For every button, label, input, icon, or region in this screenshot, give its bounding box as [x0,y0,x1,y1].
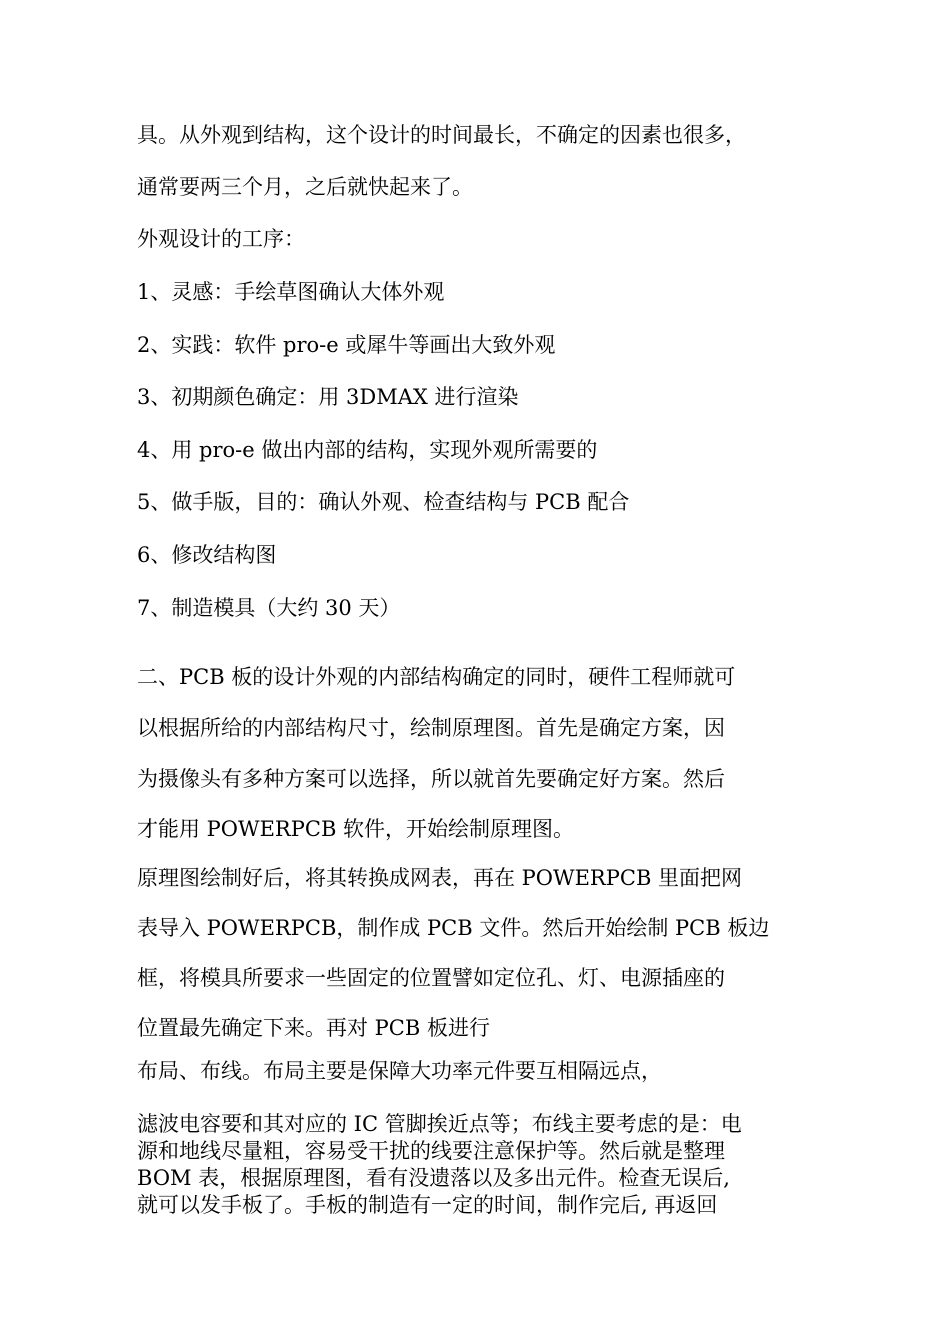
paragraph-line: 源和地线尽量粗，容易受干扰的线要注意保护等。然后就是整理 [137,1139,725,1163]
step-item: 3、初期颜色确定：用 3DMAX 进行渲染 [137,385,519,409]
paragraph-line: 为摄像头有多种方案可以选择，所以就首先要确定好方案。然后 [137,767,725,791]
paragraph-line: 位置最先确定下来。再对 PCB 板进行 [137,1016,490,1040]
paragraph-line: 以根据所给的内部结构尺寸，绘制原理图。首先是确定方案，因 [137,716,725,740]
paragraph-line: 表导入 POWERPCB，制作成 PCB 文件。然后开始绘制 PCB 板边 [137,916,770,940]
paragraph-line: 具。从外观到结构，这个设计的时间最长，不确定的因素也很多， [137,123,746,147]
step-item: 7、制造模具（大约 30 天） [137,596,401,620]
step-item: 2、实践：软件 pro-e 或犀牛等画出大致外观 [137,333,556,357]
paragraph-line: 才能用 POWERPCB 软件，开始绘制原理图。 [137,817,575,841]
paragraph-line: BOM 表，根据原理图，看有没遗落以及多出元件。检查无误后, [137,1166,730,1190]
paragraph-line: 布局、布线。布局主要是保障大功率元件要互相隔远点， [137,1059,662,1083]
step-item: 1、灵感：手绘草图确认大体外观 [137,280,445,304]
paragraph-line: 框，将模具所要求一些固定的位置譬如定位孔、灯、电源插座的 [137,966,725,990]
paragraph-line: 就可以发手板了。手板的制造有一定的时间，制作完后, 再返回 [137,1193,718,1217]
section-heading: 外观设计的工序： [137,227,305,251]
paragraph-line: 原理图绘制好后，将其转换成网表，再在 POWERPCB 里面把网 [137,866,743,890]
step-item: 5、做手版，目的：确认外观、检查结构与 PCB 配合 [137,490,630,514]
step-item: 6、修改结构图 [137,543,277,567]
step-item: 4、用 pro-e 做出内部的结构，实现外观所需要的 [137,438,598,462]
paragraph-line: 二、PCB 板的设计外观的内部结构确定的同时，硬件工程师就可 [137,665,736,689]
paragraph-line: 通常要两三个月，之后就快起来了。 [137,175,473,199]
paragraph-line: 滤波电容要和其对应的 IC 管脚挨近点等；布线主要考虑的是：电 [137,1112,742,1136]
